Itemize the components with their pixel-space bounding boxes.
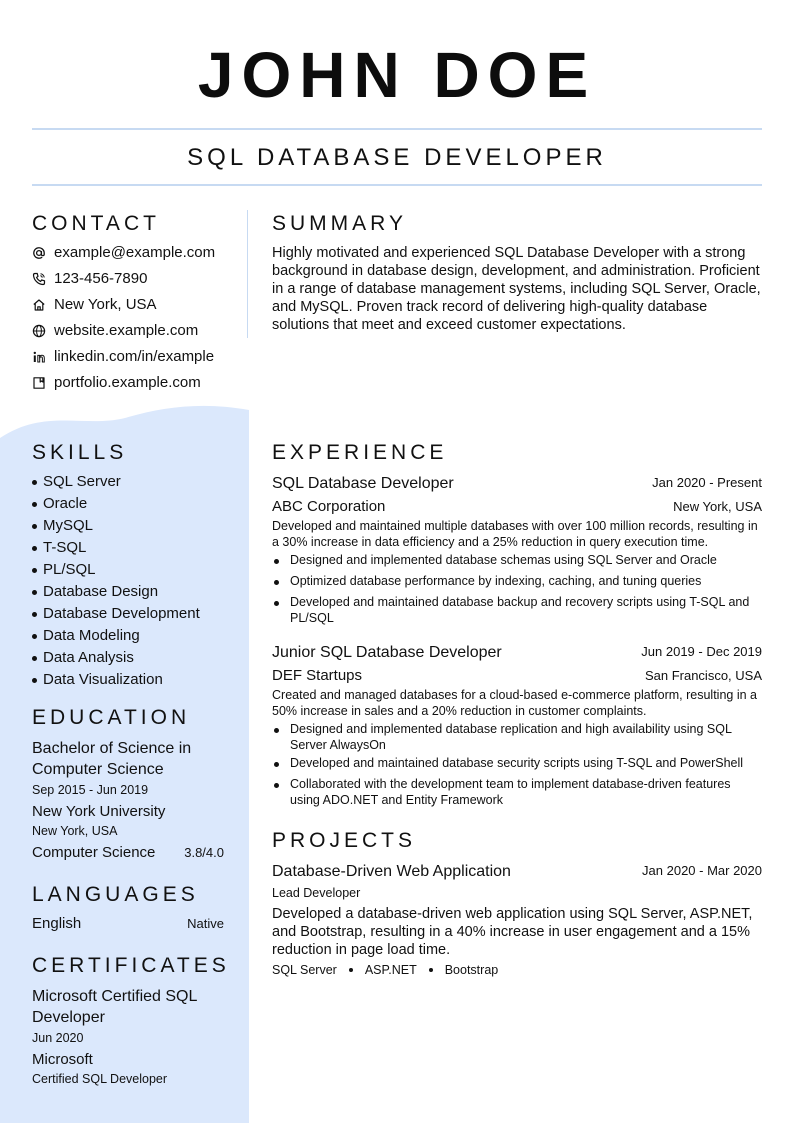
projects-heading: PROJECTS [272, 829, 417, 852]
certificate-date: Jun 2020 [32, 1031, 84, 1045]
home-icon [32, 298, 46, 312]
bullet-dot [32, 546, 37, 551]
bullet-dot [32, 590, 37, 595]
contact-location-text: New York, USA [54, 296, 157, 313]
education-location: New York, USA [32, 824, 118, 838]
contact-phone-text: 123-456-7890 [54, 270, 148, 287]
skills-heading: SKILLS [32, 441, 128, 464]
summary-heading: SUMMARY [272, 212, 407, 235]
job-bullet: Developed and maintained database security scripts using T-SQL and PowerShell [272, 756, 762, 772]
job-description: Developed and maintained multiple databases with over 100 million records, resulting in a 30% increase in data efficiency and a 25% reduction in query execution time. [272, 519, 758, 549]
contact-linkedin-text: linkedin.com/in/example [54, 348, 215, 365]
languages-heading: LANGUAGES [32, 883, 199, 906]
contact-email-text: example@example.com [54, 244, 216, 261]
tag-separator-dot [349, 968, 353, 972]
project-title: Database-Driven Web Application [272, 863, 511, 880]
skill-item: Database Design [32, 582, 158, 602]
bullet-dot [32, 634, 37, 639]
job-company: ABC Corporation [272, 498, 386, 515]
language-name: English [32, 915, 82, 932]
skill-item: Data Analysis [32, 648, 134, 668]
bullet-dot [32, 524, 37, 529]
candidate-name: JOHN DOE [197, 39, 597, 111]
job-location: San Francisco, USA [644, 668, 762, 683]
skill-item: PL/SQL [32, 560, 96, 580]
skill-item: Database Development [32, 604, 200, 624]
header-bottom-rule [32, 184, 762, 186]
certificate-issuer: Microsoft [32, 1051, 93, 1068]
job-location: New York, USA [673, 499, 762, 514]
experience-heading: EXPERIENCE [272, 441, 448, 464]
project-tags [272, 962, 498, 978]
contact-portfolio[interactable] [32, 373, 201, 393]
header-top-rule [32, 128, 762, 130]
skill-item: Oracle [32, 494, 87, 514]
globe-icon [32, 324, 46, 338]
project-tag: ASP.NET [364, 963, 417, 977]
certificates-heading: CERTIFICATES [32, 954, 230, 977]
skill-item: SQL Server [32, 472, 121, 492]
linkedin-icon [32, 350, 46, 364]
education-school: New York University [32, 803, 166, 820]
education-degree: Bachelor of Science in Computer Science [32, 740, 192, 778]
certificate-detail: Certified SQL Developer [32, 1072, 168, 1086]
contact-linkedin[interactable] [32, 347, 214, 367]
education-heading: EDUCATION [32, 706, 191, 729]
summary-text: Highly motivated and experienced SQL Database Developer with a strong background in database design, development, and administration. Proficient in a range of database management systems, including SQL Server, Oracle, and MySQL. Proven track record of delivering high-quality database solutions that meet and exceed customer expectations. [272, 245, 761, 333]
column-divider [247, 210, 248, 338]
job-bullet: Designed and implemented database schemas using SQL Server and Oracle [272, 553, 762, 569]
bullet-dot [32, 656, 37, 661]
job-title: SQL Database Developer [272, 475, 454, 492]
project-description: Developed a database-driven web application using SQL Server, ASP.NET, and Bootstrap, resulting in a 40% increase in user engagement and a 15% reduction in page load time. [272, 906, 753, 958]
contact-location [32, 295, 157, 315]
skill-item: Data Visualization [32, 670, 163, 690]
skill-item: MySQL [32, 516, 93, 536]
job-bullet: Developed and maintained database backup and recovery scripts using T-SQL and PL/SQL [272, 595, 762, 626]
certificate-title: Microsoft Certified SQL Developer [32, 988, 197, 1026]
education-dates: Sep 2015 - Jun 2019 [32, 783, 149, 797]
phone-icon [32, 272, 46, 286]
skill-item: T-SQL [32, 538, 86, 558]
job-company: DEF Startups [272, 667, 363, 684]
contact-website-text: website.example.com [54, 322, 199, 339]
education-gpa: 3.8/4.0 [184, 845, 224, 860]
tag-separator-dot [429, 968, 433, 972]
job-dates: Jan 2020 - Present [652, 475, 762, 490]
job-bullet: Optimized database performance by indexing, caching, and tuning queries [272, 574, 762, 590]
language-level: Native [187, 916, 224, 931]
project-role: Lead Developer [272, 886, 361, 900]
skill-item: Data Modeling [32, 626, 140, 646]
job-bullet: Designed and implemented database replication and high availability using SQL Server AlwaysOn [272, 722, 762, 753]
contact-phone[interactable] [32, 269, 147, 289]
job-title: Junior SQL Database Developer [272, 644, 502, 661]
contact-heading: CONTACT [32, 212, 160, 235]
bullet-dot [32, 678, 37, 683]
job-dates: Jun 2019 - Dec 2019 [641, 644, 762, 659]
bullet-dot [32, 480, 37, 485]
bullet-dot [32, 568, 37, 573]
contact-website[interactable] [32, 321, 198, 341]
bullet-dot [32, 612, 37, 617]
contact-email[interactable] [32, 243, 215, 263]
at-icon [32, 246, 46, 260]
job-role-title: SQL DATABASE DEVELOPER [187, 144, 607, 171]
bullet-dot [32, 502, 37, 507]
education-field: Computer Science [32, 844, 156, 861]
portfolio-icon [32, 376, 46, 390]
project-dates: Jan 2020 - Mar 2020 [642, 863, 762, 878]
job-bullet: Collaborated with the development team to implement database-driven features using ADO.NET and Entity Framework [272, 777, 762, 808]
contact-portfolio-text: portfolio.example.com [54, 374, 201, 391]
project-tag: SQL Server [272, 963, 337, 977]
job-description: Created and managed databases for a cloud-based e-commerce platform, resulting in a 50% increase in sales and a 20% reduction in customer complaints. [272, 688, 757, 718]
project-tag: Bootstrap [444, 963, 499, 977]
